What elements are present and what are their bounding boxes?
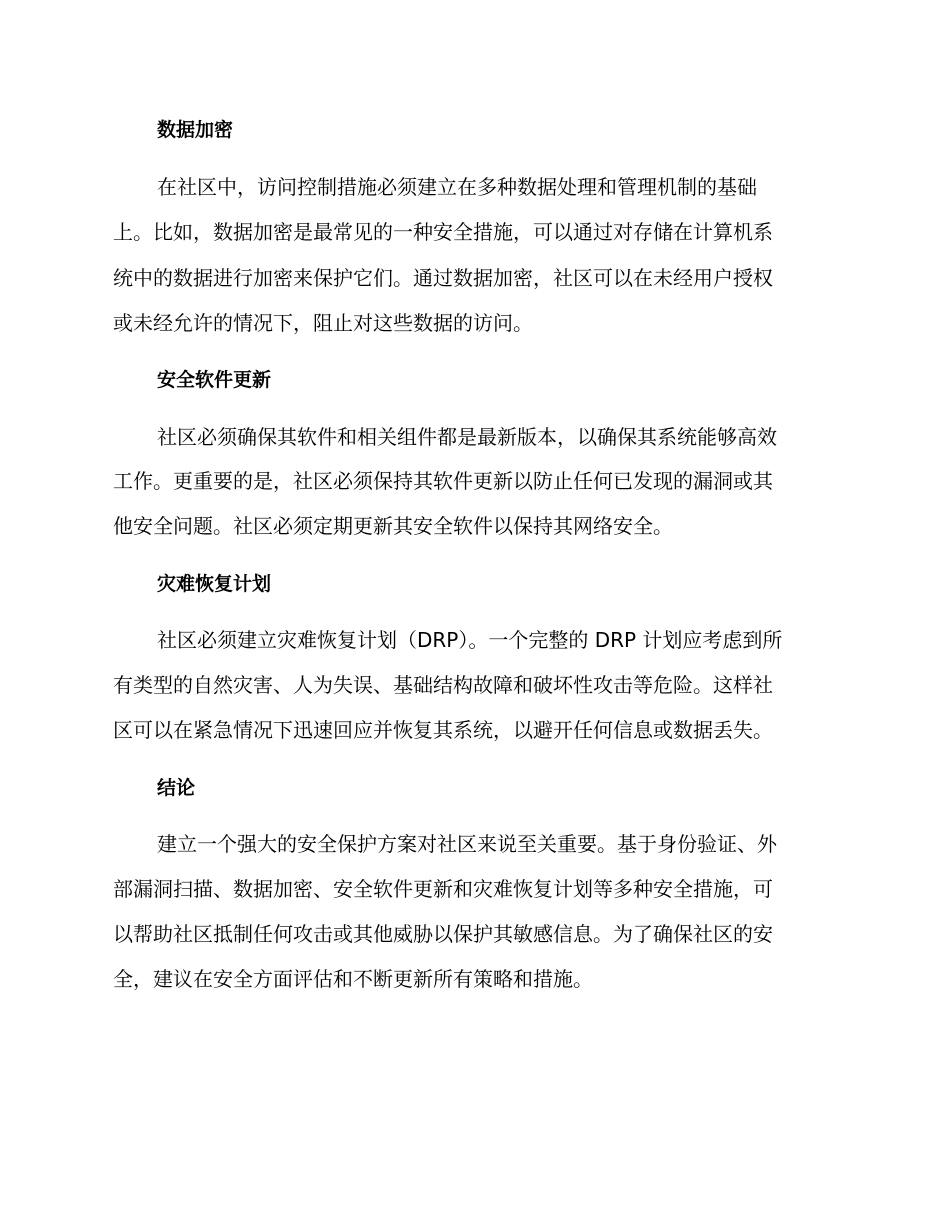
paragraph-line: 他安全问题。社区必须定期更新其安全软件以保持其网络安全。 (113, 514, 673, 538)
paragraph-line: 全，建议在安全方面评估和不断更新所有策略和措施。 (113, 967, 593, 991)
paragraph-line: 区可以在紧急情况下迅速回应并恢复其系统，以避开任何信息或数据丢失。 (113, 718, 773, 742)
paragraph-line: 部漏洞扫描、数据加密、安全软件更新和灾难恢复计划等多种安全措施，可 (113, 877, 773, 901)
paragraph-line: 在社区中，访问控制措施必须建立在多种数据处理和管理机制的基础 (157, 175, 757, 199)
paragraph-line: 工作。更重要的是，社区必须保持其软件更新以防止任何已发现的漏洞或其 (113, 469, 773, 493)
section-heading: 数据加密 (157, 119, 234, 141)
section-heading: 灾难恢复计划 (157, 573, 272, 595)
paragraph-line: 有类型的自然灾害、人为失误、基础结构故障和破坏性攻击等危险。这样社 (113, 673, 773, 697)
paragraph-line: 以帮助社区抵制任何攻击或其他威胁以保护其敏感信息。为了确保社区的安 (113, 922, 773, 946)
paragraph-line: 统中的数据进行加密来保护它们。通过数据加密，社区可以在未经用户授权 (113, 266, 773, 290)
paragraph-line: 社区必须建立灾难恢复计划（DRP）。一个完整的 DRP 计划应考虑到所 (157, 628, 783, 652)
section-heading: 安全软件更新 (157, 369, 272, 391)
paragraph-line: 社区必须确保其软件和相关组件都是最新版本，以确保其系统能够高效 (157, 425, 777, 449)
paragraph-line: 建立一个强大的安全保护方案对社区来说至关重要。基于身份验证、外 (157, 832, 777, 856)
paragraph-line: 上。比如，数据加密是最常见的一种安全措施，可以通过对存储在计算机系 (113, 220, 773, 244)
section-heading: 结论 (157, 777, 196, 799)
paragraph-line: 或未经允许的情况下，阻止对这些数据的访问。 (113, 311, 533, 335)
